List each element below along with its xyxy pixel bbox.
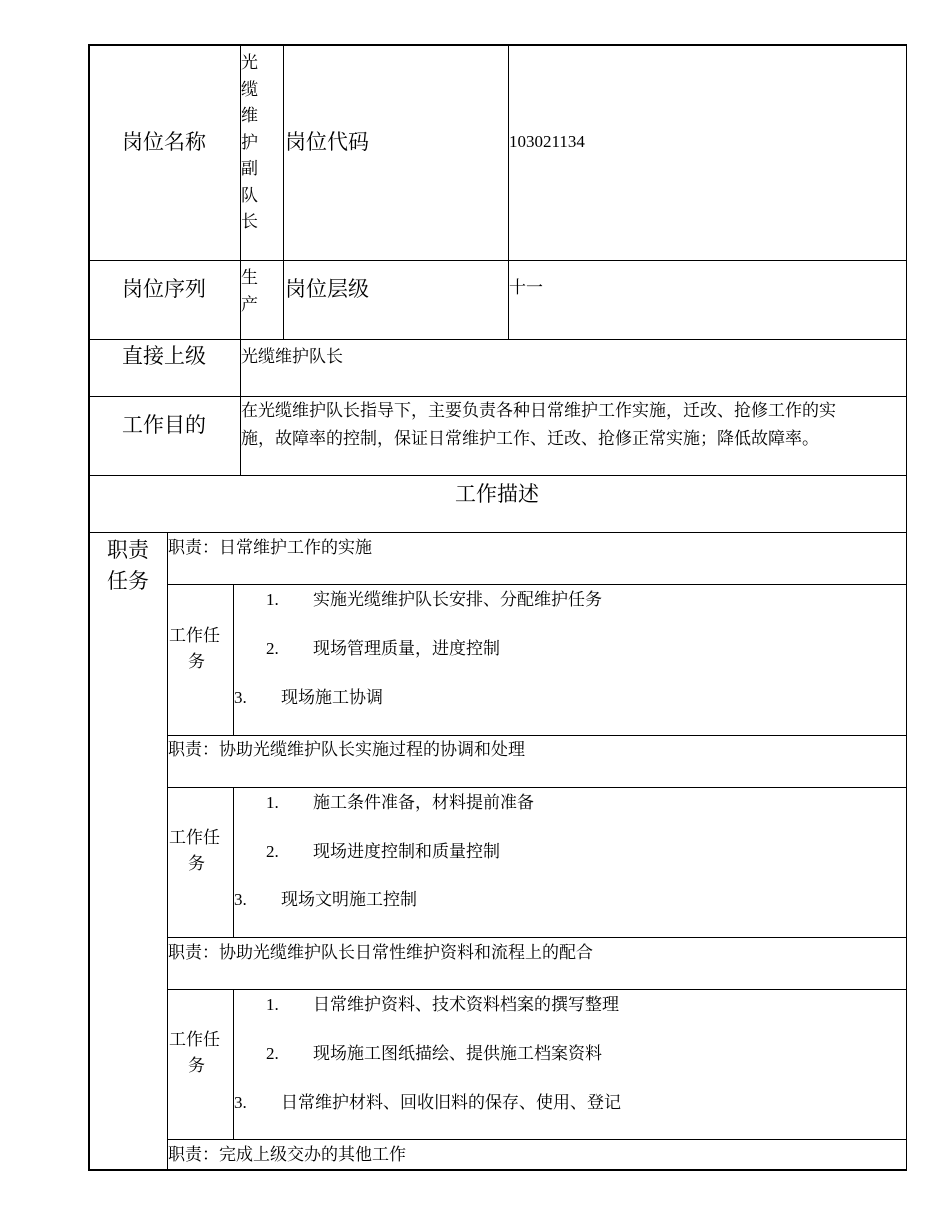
col-divider bbox=[167, 532, 168, 1170]
row-divider bbox=[167, 735, 907, 736]
col-divider bbox=[233, 584, 234, 735]
task-label-line-2: 务 bbox=[188, 854, 205, 873]
task-number: 3. bbox=[234, 1093, 247, 1112]
task-text: 现场施工图纸描绘、提供施工档案资料 bbox=[313, 1044, 602, 1063]
table-border-bottom bbox=[88, 1169, 907, 1171]
task-number: 1. bbox=[266, 793, 279, 812]
task-label-line-1: 工作任 bbox=[169, 828, 220, 847]
table-border-right bbox=[906, 44, 908, 1170]
position-code-value: 103021134 bbox=[509, 132, 585, 151]
row-divider bbox=[167, 584, 907, 585]
row-divider bbox=[88, 475, 907, 476]
duty-title: 职责：协助光缆维护队长日常性维护资料和流程上的配合 bbox=[168, 943, 593, 962]
task-label-line-2: 务 bbox=[188, 1056, 205, 1075]
task-label-line-1: 工作任 bbox=[169, 1030, 220, 1049]
row-divider bbox=[88, 532, 907, 533]
work-purpose-line-1: 在光缆维护队长指导下，主要负责各种日常维护工作实施，迁改、抢修工作的实 bbox=[241, 401, 836, 420]
duty-task-label-line-2: 任务 bbox=[107, 569, 149, 593]
position-name-label: 岗位名称 bbox=[122, 130, 206, 154]
task-text: 现场管理质量，进度控制 bbox=[313, 639, 500, 658]
task-text: 施工条件准备，材料提前准备 bbox=[313, 793, 534, 812]
row-divider bbox=[167, 989, 907, 990]
table-border-top bbox=[88, 44, 907, 46]
duty-title: 职责：完成上级交办的其他工作 bbox=[168, 1145, 406, 1164]
task-number: 2. bbox=[266, 639, 279, 658]
col-divider bbox=[283, 44, 284, 340]
table-border-left bbox=[88, 44, 90, 1170]
work-purpose-label: 工作目的 bbox=[122, 413, 206, 437]
task-label-line-2: 务 bbox=[188, 652, 205, 671]
task-text: 现场施工协调 bbox=[281, 688, 383, 707]
work-purpose-line-2: 施，故障率的控制，保证日常维护工作、迁改、抢修正常实施；降低故障率。 bbox=[241, 429, 819, 448]
duty-task-label-line-1: 职责 bbox=[107, 538, 149, 562]
task-number: 2. bbox=[266, 842, 279, 861]
duty-title: 职责：协助光缆维护队长实施过程的协调和处理 bbox=[168, 740, 525, 759]
position-series-label: 岗位序列 bbox=[122, 277, 206, 301]
task-number: 2. bbox=[266, 1044, 279, 1063]
direct-superior-value: 光缆维护队长 bbox=[241, 347, 343, 366]
row-divider bbox=[88, 339, 907, 340]
position-name-value: 光 缆 维 护 副 队 长 bbox=[241, 53, 258, 231]
col-divider bbox=[233, 787, 234, 937]
position-series-cell bbox=[241, 262, 283, 338]
position-level-label: 岗位层级 bbox=[285, 277, 369, 301]
task-text: 现场进度控制和质量控制 bbox=[313, 842, 500, 861]
task-label-line-1: 工作任 bbox=[169, 626, 220, 645]
task-number: 1. bbox=[266, 590, 279, 609]
task-text: 日常维护材料、回收旧料的保存、使用、登记 bbox=[281, 1093, 621, 1112]
position-code-label: 岗位代码 bbox=[285, 130, 369, 154]
task-number: 3. bbox=[234, 688, 247, 707]
task-text: 日常维护资料、技术资料档案的撰写整理 bbox=[313, 995, 619, 1014]
direct-superior-label: 直接上级 bbox=[122, 344, 206, 368]
task-number: 3. bbox=[234, 890, 247, 909]
work-description-title: 工作描述 bbox=[455, 482, 539, 506]
task-text: 现场文明施工控制 bbox=[281, 890, 417, 909]
col-divider bbox=[233, 989, 234, 1139]
position-level-value: 十一 bbox=[509, 278, 543, 297]
row-divider bbox=[167, 787, 907, 788]
task-text: 实施光缆维护队长安排、分配维护任务 bbox=[313, 590, 602, 609]
duty-title: 职责：日常维护工作的实施 bbox=[168, 538, 372, 557]
row-divider bbox=[167, 937, 907, 938]
position-series-value: 生 产 bbox=[241, 268, 258, 314]
row-divider bbox=[88, 396, 907, 397]
row-divider bbox=[167, 1139, 907, 1140]
task-number: 1. bbox=[266, 995, 279, 1014]
row-divider bbox=[88, 260, 907, 261]
